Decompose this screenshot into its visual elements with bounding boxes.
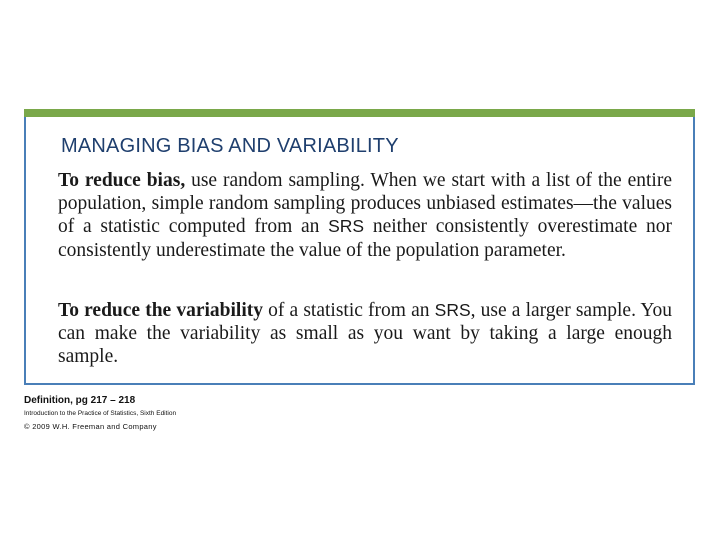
bias-text-1: use random sampling. When we start with a list of the entire population, simple random sampling produces unbiased estimates—the values of a statistic computed from an <box>58 170 673 238</box>
definition-box <box>24 117 695 385</box>
definition-caption: Definition, pg 217 – 218 <box>24 395 136 406</box>
variability-text-1: of a statistic from an <box>263 300 435 321</box>
variability-text-2: , use a larger sample. You can make the variability as small as you want by taking a large enough sample. <box>58 300 672 368</box>
bias-text-2: neither consistently overestimate nor consistently underestimate the value of the population parameter. <box>58 216 672 261</box>
variability-srs: SRS <box>434 300 471 320</box>
bias-lead: To reduce bias, <box>58 170 186 191</box>
bias-paragraph <box>58 169 672 262</box>
bias-srs: SRS <box>328 216 365 237</box>
variability-paragraph <box>58 299 672 369</box>
copyright-caption: © 2009 W.H. Freeman and Company <box>24 422 157 431</box>
variability-lead: To reduce the variability <box>58 300 264 321</box>
book-caption: Introduction to the Practice of Statistics, Sixth Edition <box>24 410 177 417</box>
accent-bar <box>24 109 695 117</box>
box-title: MANAGING BIAS AND VARIABILITY <box>61 135 399 157</box>
